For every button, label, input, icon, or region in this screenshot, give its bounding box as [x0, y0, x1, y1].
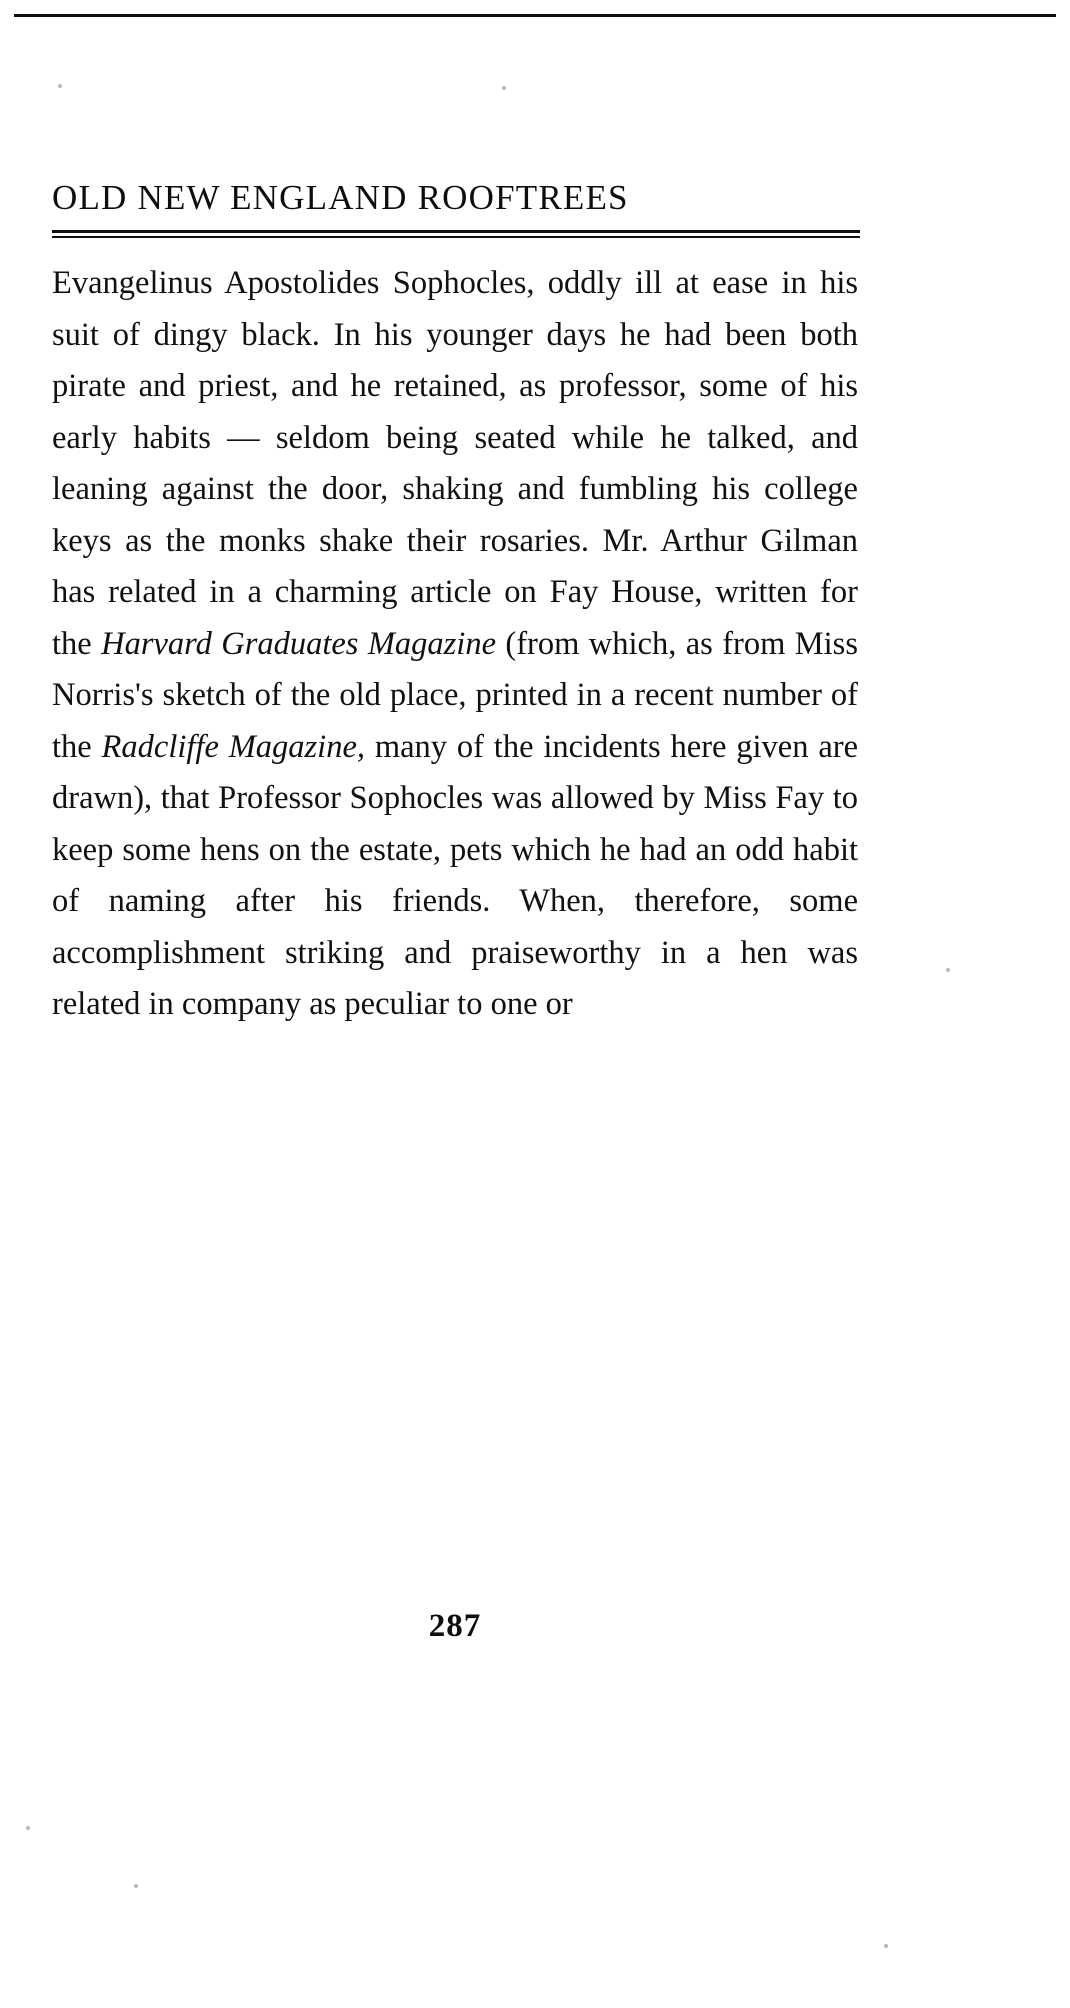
- title-harvard-graduates-magazine: Harvard Graduates Magazine: [101, 625, 497, 662]
- running-head: OLD NEW ENGLAND ROOFTREES: [52, 178, 629, 217]
- scan-speck: [946, 968, 950, 972]
- scan-speck: [884, 1944, 888, 1948]
- scan-speck: [58, 84, 62, 88]
- scan-speck: [502, 86, 506, 90]
- running-head-rule: [52, 230, 860, 238]
- text-run-1: Evangelinus Apostolides Sophocles, oddly ill at ease in his suit of dingy black. In his younger days he had been both pirate and priest, and he retained, as professor, some of his early habits — seldom being seated while he talked, and leaning against the door, shaking and fumbling his college keys as the monks shake their rosaries. Mr. Arthur Gilman has related in a charming article on Fay House, written for the: [52, 265, 858, 662]
- text-run-3: many of the incidents here given are drawn), that Professor Sophocles was allowed by Miss Fay to keep some hens on the estate, pets which he had an odd habit of naming after his friends. When, therefore, some accomplishment striking and praiseworthy in a hen was related in company as peculiar to one or: [52, 728, 858, 1022]
- text-run-2: (from which, as from Miss Norris's sketch of the old place, printed in a recent number of the: [52, 625, 858, 765]
- paragraph: [52, 258, 858, 1031]
- page-content: [52, 178, 858, 1031]
- body-text: [52, 258, 858, 1031]
- scan-speck: [134, 1884, 138, 1888]
- page-top-rule: [14, 14, 1056, 17]
- page-number: 287: [428, 1608, 482, 1644]
- title-radcliffe-magazine: Radcliffe Magazine,: [101, 728, 366, 765]
- scan-speck: [26, 1826, 30, 1830]
